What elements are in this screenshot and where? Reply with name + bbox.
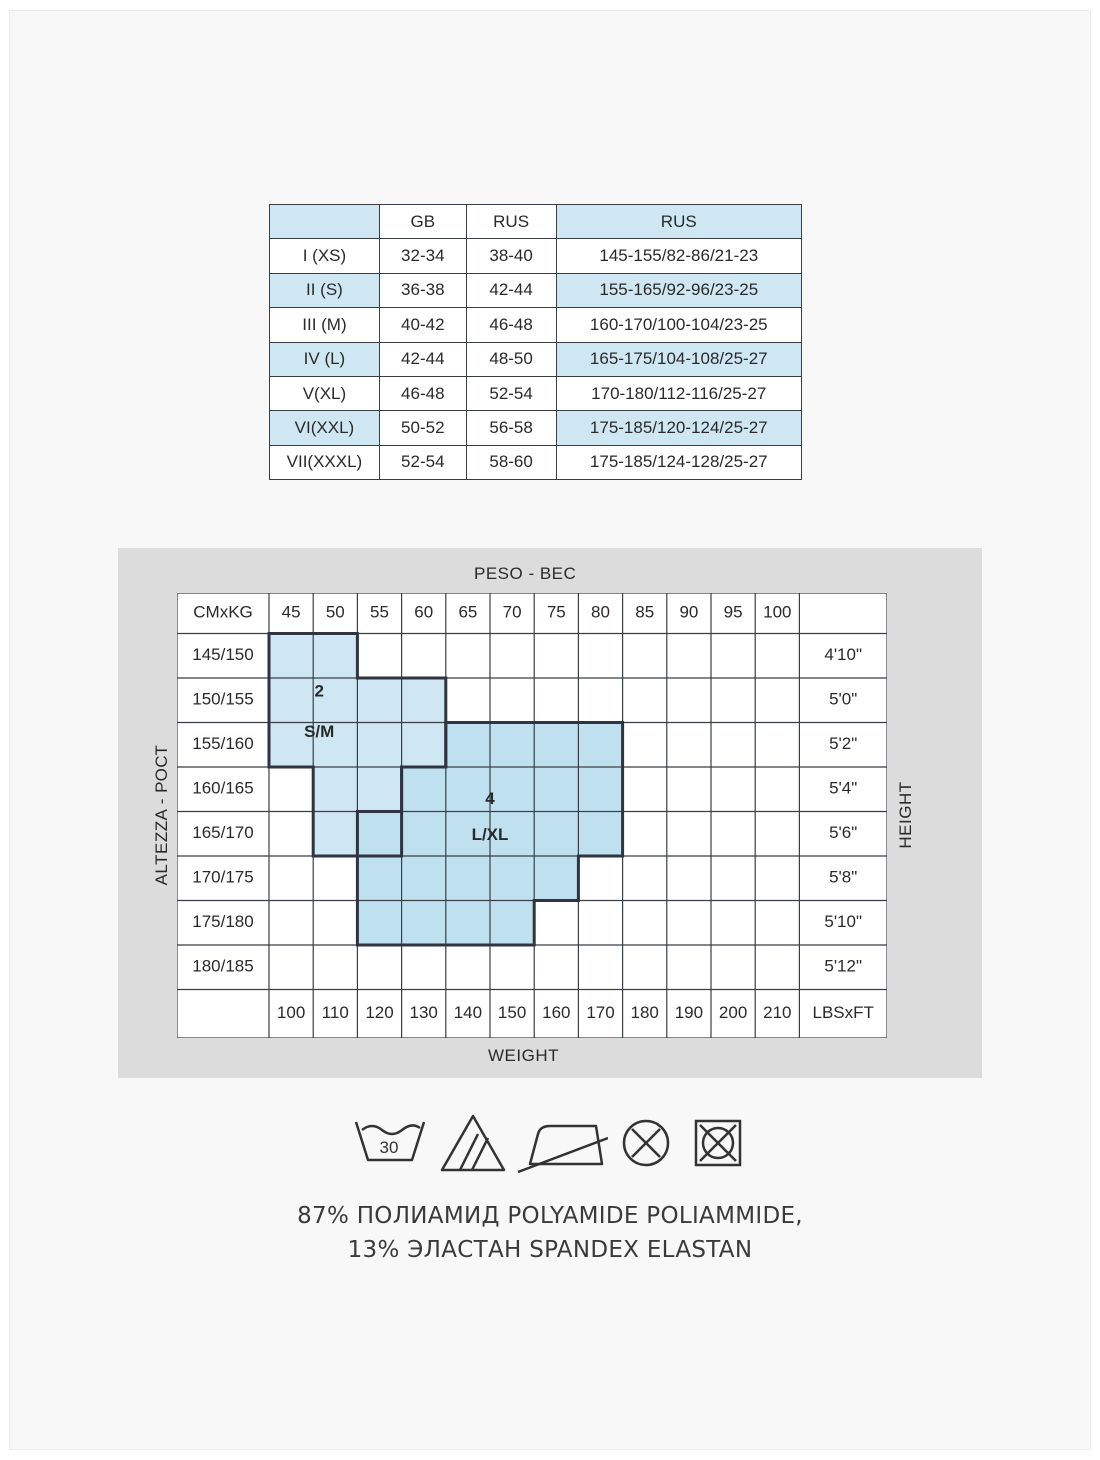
weight-kg-label: 65 — [458, 602, 478, 622]
composition-line-1: 87% ПОЛИАМИД POLYAMIDE POLIAMMIDE, — [297, 1203, 803, 1229]
zone-2-size: S/M — [304, 721, 335, 741]
no-dry-clean-icon — [618, 1108, 674, 1178]
table-cell: 36-38 — [379, 273, 466, 307]
weight-lbs-label: 150 — [497, 1003, 527, 1023]
table-cell: 38-40 — [466, 239, 556, 273]
weight-lbs-label: 210 — [763, 1003, 792, 1023]
size-chart-grid — [177, 593, 887, 1038]
weight-kg-label: 45 — [281, 602, 301, 622]
weight-lbs-label: 180 — [630, 1003, 659, 1023]
header-cell — [270, 205, 380, 239]
table-cell: 42-44 — [379, 342, 466, 376]
header-cell: RUS — [556, 205, 801, 239]
weight-kg-label: 60 — [414, 602, 434, 622]
table-cell: VI(XXL) — [270, 411, 380, 445]
corner-label: LBSxFT — [812, 1003, 874, 1023]
size-chart-svg — [177, 593, 887, 1038]
height-cm-label: 160/165 — [192, 778, 254, 798]
height-cm-label: 150/155 — [192, 689, 254, 709]
table-row — [270, 308, 802, 342]
corner-label: CMxKG — [193, 602, 253, 622]
table-header-row — [270, 205, 802, 239]
table-cell: 155-165/92-96/23-25 — [556, 273, 801, 307]
table-row — [270, 376, 802, 410]
header-cell: RUS — [466, 205, 556, 239]
bottom-axis-label: WEIGHT — [488, 1046, 559, 1065]
height-cm-label: 145/150 — [192, 645, 254, 665]
weight-lbs-label: 110 — [321, 1003, 349, 1023]
height-cm-label: 175/180 — [192, 912, 254, 932]
table-cell: 46-48 — [379, 376, 466, 410]
weight-lbs-label: 130 — [409, 1003, 438, 1023]
table-cell: V(XL) — [270, 376, 380, 410]
no-tumble-dry-icon — [690, 1108, 746, 1178]
weight-lbs-label: 100 — [276, 1003, 306, 1023]
height-ft-label: 5'2" — [829, 734, 858, 754]
care-icons — [350, 1108, 750, 1178]
height-ft-label: 5'6" — [829, 823, 858, 843]
table-cell: I (XS) — [270, 239, 380, 273]
table-cell: 145-155/82-86/21-23 — [556, 239, 801, 273]
height-ft-label: 5'4" — [829, 778, 858, 798]
table-row — [270, 445, 802, 479]
weight-kg-label: 85 — [635, 602, 655, 622]
weight-lbs-label: 190 — [674, 1003, 704, 1023]
height-cm-label: 155/160 — [192, 734, 254, 754]
weight-lbs-label: 200 — [718, 1003, 748, 1023]
height-cm-label: 180/185 — [192, 956, 254, 976]
weight-lbs-label: 120 — [365, 1003, 394, 1023]
height-ft-label: 5'10" — [824, 912, 863, 932]
table-cell: 160-170/100-104/23-25 — [556, 308, 801, 342]
table-cell: 52-54 — [379, 445, 466, 479]
table-cell: 50-52 — [379, 411, 466, 445]
height-cm-label: 165/170 — [192, 823, 254, 843]
weight-kg-label: 55 — [370, 602, 389, 622]
weight-lbs-label: 140 — [453, 1003, 483, 1023]
table-row — [270, 342, 802, 376]
weight-kg-label: 80 — [591, 602, 610, 622]
zone-2-number: 2 — [314, 681, 324, 701]
table-cell: 175-185/124-128/25-27 — [556, 445, 801, 479]
zone-4-size: L/XL — [471, 824, 509, 844]
table-cell: 32-34 — [379, 239, 466, 273]
height-cm-label: 170/175 — [192, 867, 254, 887]
weight-kg-label: 75 — [546, 602, 566, 622]
top-axis-label: PESO - ВЕС — [474, 564, 577, 583]
table-cell: VII(XXXL) — [270, 445, 380, 479]
left-axis-label: ALTEZZA - РОСТ — [152, 744, 171, 886]
table-cell: 170-180/112-116/25-27 — [556, 376, 801, 410]
weight-lbs-label: 170 — [586, 1003, 615, 1023]
weight-lbs-label: 160 — [542, 1003, 571, 1023]
height-ft-label: 5'8" — [829, 867, 858, 887]
table-cell: III (M) — [270, 308, 380, 342]
height-ft-label: 4'10" — [824, 645, 863, 665]
weight-kg-label: 95 — [723, 602, 743, 622]
table-cell: 48-50 — [466, 342, 556, 376]
table-cell: 42-44 — [466, 273, 556, 307]
wash-30-icon — [350, 1108, 430, 1178]
table-cell: 56-58 — [466, 411, 556, 445]
table-cell: 46-48 — [466, 308, 556, 342]
composition-line-2: 13% ЭЛАСТАН SPANDEX ELASTAN — [347, 1237, 753, 1263]
table-row — [270, 239, 802, 273]
table-row — [270, 273, 802, 307]
zone-4-number: 4 — [485, 788, 495, 808]
table-cell: 165-175/104-108/25-27 — [556, 342, 801, 376]
header-cell: GB — [379, 205, 466, 239]
table-row — [270, 411, 802, 445]
bleach-icon — [438, 1108, 508, 1178]
weight-kg-label: 50 — [325, 602, 345, 622]
table-cell: 52-54 — [466, 376, 556, 410]
table-cell: IV (L) — [270, 342, 380, 376]
table-cell: 58-60 — [466, 445, 556, 479]
weight-kg-label: 90 — [679, 602, 699, 622]
weight-kg-label: 100 — [763, 602, 792, 622]
table-cell: 40-42 — [379, 308, 466, 342]
wash-temp-text: 30 — [379, 1138, 399, 1157]
weight-kg-label: 70 — [502, 602, 522, 622]
height-ft-label: 5'0" — [829, 689, 858, 709]
height-ft-label: 5'12" — [824, 956, 863, 976]
table-cell: 175-185/120-124/25-27 — [556, 411, 801, 445]
size-conversion-table — [269, 204, 802, 480]
right-axis-label: HEIGHT — [896, 781, 915, 849]
iron-low-icon — [516, 1108, 608, 1178]
table-cell: II (S) — [270, 273, 380, 307]
